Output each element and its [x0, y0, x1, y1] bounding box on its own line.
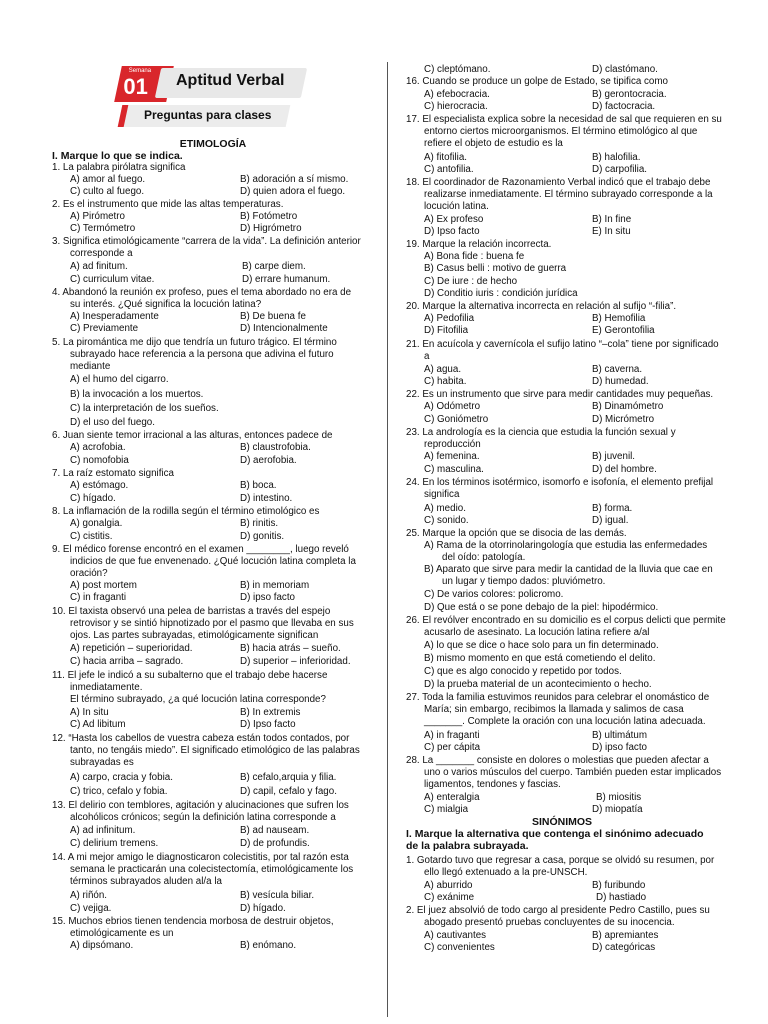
text-line: D) quien adora el fuego. — [240, 186, 346, 197]
text-line: A) in fraganti — [424, 730, 480, 741]
text-line: subrayado hace referencia a la persona que adivina el futuro — [70, 349, 334, 360]
text-line: C) habita. — [424, 376, 467, 387]
text-line: D) el uso del fuego. — [70, 417, 155, 428]
text-line: C) antofilia. — [424, 164, 474, 175]
text-line: A) Inesperadamente — [70, 311, 159, 322]
text-line: C) cleptómano. — [424, 64, 491, 75]
text-line: C) la interpretación de los sueños. — [70, 403, 219, 414]
text-line: términos subrayados aluden al/a la — [70, 876, 222, 887]
text-line: B) gerontocracia. — [592, 89, 667, 100]
text-line: ello llegó extenuado a la pre-UNSCH. — [424, 867, 588, 878]
column-divider — [387, 62, 388, 1017]
text-line: C) Ad libitum — [70, 719, 126, 730]
text-line: 17. El especialista explica sobre la necesidad de sal que requieren en su — [406, 114, 722, 125]
text-line: uno o varios músculos del cuerpo. También pueden estar implicados — [424, 767, 722, 778]
text-line: D) igual. — [592, 515, 629, 526]
text-line: E) Gerontofilia — [592, 325, 655, 336]
text-line: 21. En acuícola y cavernícola el sufijo latino “–cola” tiene por significado — [406, 339, 719, 350]
text-line: B) boca. — [240, 480, 277, 491]
text-line: D) Fitofilia — [424, 325, 469, 336]
text-line: C) in fraganti — [70, 592, 127, 603]
text-line: D) Conditio iuris : condición jurídica — [424, 288, 578, 299]
text-line: D) clastómano. — [592, 64, 658, 75]
text-line: 22. Es un instrumento que sirve para medir cantidades muy pequeñas. — [406, 389, 714, 400]
text-line: C) hierocracia. — [424, 101, 488, 112]
text-line: D) de profundis. — [240, 838, 310, 849]
text-line: C) nomofobia — [70, 455, 129, 466]
text-line: D) la prueba material de un acontecimiento o hecho. — [424, 679, 652, 690]
text-line: tanto, no tengáis miedo”. El significado etimológico de las palabras — [70, 745, 360, 756]
text-line: A) enteralgia — [424, 792, 480, 803]
text-line: C) De iure : de hecho — [424, 276, 518, 287]
text-line: E) In situ — [592, 226, 631, 237]
text-line: A) estómago. — [70, 480, 129, 491]
text-line: 13. El delirio con temblores, agitación y alucinaciones que sufren los — [52, 800, 349, 811]
text-line: C) De varios colores: policromo. — [424, 589, 564, 600]
text-line: B) Casus belli : motivo de guerra — [424, 263, 567, 274]
text-line: retrovisor y se sintió hipnotizado por el pasmo que llevaba en sus — [70, 618, 354, 629]
text-line: C) per cápita — [424, 742, 481, 753]
text-line: B) forma. — [592, 503, 633, 514]
text-line: 4. Abandonó la reunión ex profeso, pues el tema abordado no era de — [52, 287, 352, 298]
text-line: D) categóricas — [592, 942, 656, 953]
text-line: A) Rama de la otorrinolaringología que estudia las enfermedades — [424, 540, 708, 551]
text-line: C) sonido. — [424, 515, 469, 526]
text-line: reproducción — [424, 439, 481, 450]
text-line: 3. Significa etimológicamente “carrera de la vida”. La definición anterior — [52, 236, 361, 247]
text-line: A) amor al fuego. — [70, 174, 146, 185]
text-line: B) mismo momento en que está cometiendo el delito. — [424, 653, 656, 664]
text-line: A) ad finitum. — [70, 261, 128, 272]
text-line: D) gonitis. — [240, 531, 285, 542]
text-line: A) fitofilia. — [424, 152, 468, 163]
text-line: B) adoración a sí mismo. — [240, 174, 349, 185]
text-line: oración? — [70, 568, 108, 579]
text-line: B) In extremis — [240, 707, 301, 718]
text-line: A) In situ — [70, 707, 109, 718]
page-header — [118, 64, 308, 134]
text-line: D) Ipso facto — [240, 719, 296, 730]
text-line: A) ad infinitum. — [70, 825, 136, 836]
text-line: B) Fotómetro — [240, 211, 298, 222]
text-line: D) superior – inferioridad. — [240, 656, 351, 667]
text-line: D) humedad. — [592, 376, 649, 387]
text-line: C) trico, cefalo y fobia. — [70, 786, 168, 797]
text-line: 23. La andrología es la ciencia que estudia la función sexual y — [406, 427, 676, 438]
text-line: D) intestino. — [240, 493, 293, 504]
text-line: B) miositis — [596, 792, 642, 803]
text-line: inmediatamente. — [70, 682, 143, 693]
text-line: B) la invocación a los muertos. — [70, 389, 204, 400]
text-line: C) exánime — [424, 892, 475, 903]
section-sinonimos: SINÓNIMOS — [531, 816, 593, 828]
text-line: D) Que está o se pone debajo de la piel: hipodérmico. — [424, 602, 659, 613]
text-line: entorno ciertos microorganismos. El término etimológico al que — [424, 126, 698, 137]
text-line: 2. Es el instrumento que mide las altas temperaturas. — [52, 199, 284, 210]
course-title: Aptitud Verbal — [176, 72, 285, 89]
text-line: 24. En los términos isotérmico, isomorfo e isofonía, el elemento prefijal — [406, 477, 714, 488]
week-label: Semana — [128, 68, 152, 74]
text-line: B) rinitis. — [240, 518, 279, 529]
text-line: A) dipsómano. — [70, 940, 134, 951]
text-line: ojos. Las partes subrayadas, etimológicamente significan — [70, 630, 319, 641]
text-line: ligamentos, tendones y fascias. — [424, 779, 561, 790]
text-line: alcohólicos crónicos; según la definición latina corresponde a — [70, 812, 336, 823]
text-line: A) post mortem — [70, 580, 137, 591]
text-line: A) femenina. — [424, 451, 480, 462]
text-line: A) lo que se dice o hace solo para un fin determinado. — [424, 640, 659, 651]
text-line: C) convenientes — [424, 942, 495, 953]
text-line: C) que es algo conocido y repetido por todos. — [424, 666, 622, 677]
text-line: mediante — [70, 361, 111, 372]
text-line: B) halofilia. — [592, 152, 641, 163]
text-line: 5. La piromántica me dijo que tendría un futuro trágico. El término — [52, 337, 337, 348]
text-line: María; sin embargo, recibimos la llamada y salimos de casa — [424, 704, 684, 715]
text-line: 7. La raíz estomato significa — [52, 468, 174, 479]
text-line: B) hacia atrás – sueño. — [240, 643, 341, 654]
text-line: B) ad nauseam. — [240, 825, 310, 836]
text-line: 26. El revólver encontrado en su domicilio es el corpus delicti que permite — [406, 615, 726, 626]
text-line: D) capil, cefalo y fago. — [240, 786, 337, 797]
text-line: 1. Gotardo tuvo que regresar a casa, porque se olvidó su resumen, por — [406, 855, 715, 866]
text-line: B) furibundo — [592, 880, 646, 891]
text-line: locución latina. — [424, 201, 489, 212]
text-line: C) Termómetro — [70, 223, 136, 234]
text-line: D) errare humanum. — [242, 274, 331, 285]
text-line: B) carpe diem. — [242, 261, 306, 272]
text-line: A) carpo, cracia y fobia. — [70, 772, 173, 783]
text-line: D) carpofilia. — [592, 164, 647, 175]
text-line: 2. El juez absolvió de todo cargo al presidente Pedro Castillo, pues su — [406, 905, 710, 916]
text-line: refiere el objeto de estudio es la — [424, 138, 563, 149]
text-line: 25. Marque la opción que se disocia de las demás. — [406, 528, 627, 539]
text-line: A) medio. — [424, 503, 466, 514]
text-line: D) del hombre. — [592, 464, 657, 475]
text-line: C) delirium tremens. — [70, 838, 159, 849]
text-line: B) Dinamómetro — [592, 401, 664, 412]
text-line: C) masculina. — [424, 464, 484, 475]
text-line: B) Aparato que sirve para medir la cantidad de la lluvia que cae en — [424, 564, 713, 575]
text-line: C) hacia arriba – sagrado. — [70, 656, 184, 667]
week-number: 01 — [123, 74, 148, 99]
text-line: 16. Cuando se produce un golpe de Estado, se tipifica como — [406, 76, 668, 87]
text-line: B) claustrofobia. — [240, 442, 311, 453]
text-line: subrayadas es — [70, 757, 134, 768]
text-line: 8. La inflamación de la rodilla según el término etimológico es — [52, 506, 320, 517]
text-line: A) Ex profeso — [424, 214, 484, 225]
text-line: D) miopatía — [592, 804, 643, 815]
text-line: B) cefalo,arquia y filia. — [240, 772, 337, 783]
text-line: C) vejiga. — [70, 903, 112, 914]
text-line: 18. El coordinador de Razonamiento Verbal indicó que el trabajo debe — [406, 177, 711, 188]
text-line: A) cautivantes — [424, 930, 487, 941]
text-line: corresponde a — [70, 248, 133, 259]
text-line: B) vesícula biliar. — [240, 890, 315, 901]
text-line: D) hastiado — [596, 892, 647, 903]
subtitle: Preguntas para clases — [144, 108, 272, 122]
text-line: 1. La palabra pirólatra significa — [52, 162, 186, 173]
text-line: A) riñón. — [70, 890, 108, 901]
text-line: C) cistitis. — [70, 531, 113, 542]
text-line: B) enómano. — [240, 940, 297, 951]
text-line: indicios de que fue envenenado. ¿Qué locución latina completa la — [70, 556, 356, 567]
text-line: C) Goniómetro — [424, 414, 489, 425]
text-line: del oído: patología. — [442, 552, 526, 563]
text-line: D) hígado. — [240, 903, 286, 914]
text-line: D) Micrómetro — [592, 414, 655, 425]
text-line: 12. “Hasta los cabellos de vuestra cabeza están todos contados, por — [52, 733, 350, 744]
text-line: abogado presentó pruebas concluyentes de su inocencia. — [424, 917, 675, 928]
text-line: D) ipso facto — [592, 742, 647, 753]
text-line: A) agua. — [424, 364, 462, 375]
text-line: D) Ipso facto — [424, 226, 480, 237]
text-line: C) curriculum vitae. — [70, 274, 155, 285]
text-line: 15. Muchos ebrios tienen tendencia morbosa de destruir objetos, — [52, 916, 334, 927]
text-line: 27. Toda la familia estuvimos reunidos para celebrar el onomástico de — [406, 692, 710, 703]
text-line: A) Pedofilia — [424, 313, 475, 324]
text-line: 11. El jefe le indicó a su subalterno que el trabajo debe hacerse — [52, 670, 328, 681]
text-line: A) aburrido — [424, 880, 473, 891]
instruction-2: I. Marque la alternativa que contenga el sinónimo adecuado de la palabra subrayada. — [406, 828, 704, 852]
text-line: C) culto al fuego. — [70, 186, 145, 197]
text-line: B) in memoriam — [240, 580, 310, 591]
text-line: A) el humo del cigarro. — [70, 374, 169, 385]
text-line: D) aerofobia. — [240, 455, 297, 466]
text-line: B) De buena fe — [240, 311, 306, 322]
text-line: B) apremiantes — [592, 930, 659, 941]
text-line: realizarse inmediatamente. El término subrayado corresponde a la — [424, 189, 713, 200]
text-line: B) juvenil. — [592, 451, 636, 462]
text-line: 6. Juan siente temor irracional a las alturas, entonces padece de — [52, 430, 333, 441]
text-line: A) Pirómetro — [70, 211, 125, 222]
text-line: B) ultimátum — [592, 730, 647, 741]
text-line: acusarlo de asesinato. La locución latina refiere a/al — [424, 627, 650, 638]
text-line: un lugar y tiempo dados: pluviómetro. — [442, 576, 606, 587]
text-line: B) caverna. — [592, 364, 643, 375]
text-line: 28. La _______ consiste en dolores o molestias que pueden afectar a — [406, 755, 709, 766]
text-line: C) Previamente — [70, 323, 139, 334]
text-line: a — [424, 351, 430, 362]
text-line: B) In fine — [592, 214, 632, 225]
text-line: A) repetición – superioridad. — [70, 643, 193, 654]
text-line: su interés. ¿Qué significa la locución latina? — [70, 299, 262, 310]
text-line: D) Higrómetro — [240, 223, 302, 234]
text-line: 19. Marque la relación incorrecta. — [406, 239, 552, 250]
text-line: D) factocracia. — [592, 101, 656, 112]
text-line: 14. A mi mejor amigo le diagnosticaron colecistitis, por tal razón esta — [52, 852, 349, 863]
text-line: A) gonalgia. — [70, 518, 123, 529]
text-line: 20. Marque la alternativa incorrecta en relación al sufijo “-filia”. — [406, 301, 677, 312]
text-line: D) Intencionalmente — [240, 323, 328, 334]
text-line: 10. El taxista observó una pelea de barristas a través del espejo — [52, 606, 331, 617]
text-line: A) efebocracia. — [424, 89, 490, 100]
text-line: A) Odómetro — [424, 401, 481, 412]
text-line: D) ipso facto — [240, 592, 295, 603]
text-line: 9. El médico forense encontró en el examen ________, luego reveló — [52, 544, 349, 555]
text-line: C) mialgia — [424, 804, 469, 815]
text-line: significa — [424, 489, 460, 500]
text-line: semana le practicarán una colecistectomía, etimológicamente los — [70, 864, 354, 875]
text-line: A) Bona fide : buena fe — [424, 251, 525, 262]
section-etimologia: ETIMOLOGÍA — [179, 138, 247, 150]
text-line: C) hígado. — [70, 493, 116, 504]
text-line: B) Hemofilia — [592, 313, 646, 324]
text-line: etimológicamente es un — [70, 928, 174, 939]
text-line: El término subrayado, ¿a qué locución latina corresponde? — [70, 694, 326, 705]
text-line: _______. Complete la oración con una locución latina adecuada. — [424, 716, 706, 727]
text-line: A) acrofobia. — [70, 442, 126, 453]
instruction-1: I. Marque lo que se indica. — [52, 150, 183, 162]
